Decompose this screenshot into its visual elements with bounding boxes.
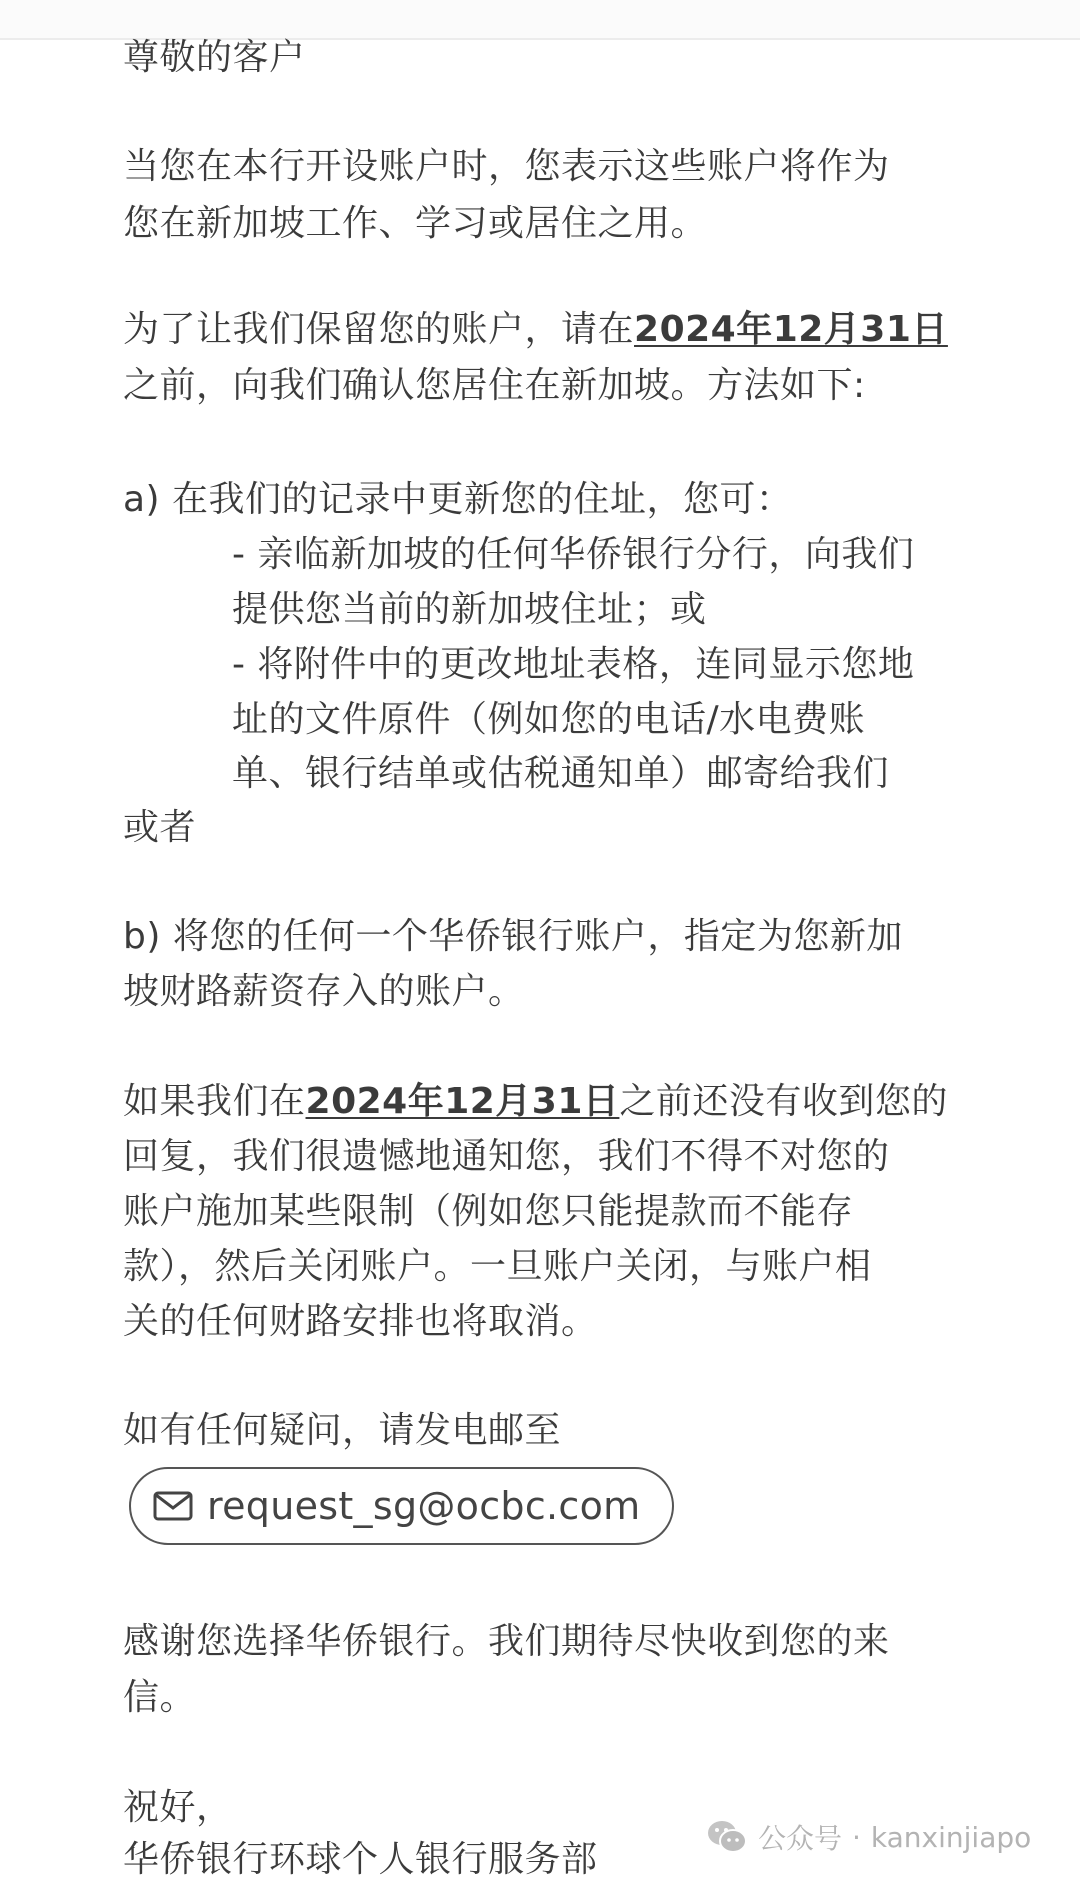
option-a-item-2-cont2: 单、银行结单或估税通知单）邮寄给我们 [232,753,890,794]
paragraph-2-prefix: 为了让我们保留您的账户，请在 [123,309,635,350]
option-a-item-1-cont: 提供您当前的新加坡住址；或 [232,589,707,630]
paragraph-3-line-2: 回复，我们很遗憾地通知您，我们不得不对您的 [123,1136,890,1177]
deadline-date: 2024年12月31日 [634,309,948,350]
closing: 祝好， [123,1787,233,1828]
paragraph-1-line-2: 您在新加坡工作、学习或居住之用。 [123,203,708,244]
contact-prompt: 如有任何疑问，请发电邮至 [123,1410,562,1451]
paragraph-2-line-2: 之前，向我们确认您居住在新加坡。方法如下: [123,365,866,406]
paragraph-2-line-1 [123,302,948,358]
watermark [706,1816,1031,1858]
option-a-item-1: - 亲临新加坡的任何华侨银行分行，向我们 [232,534,915,575]
watermark-separator: · [852,1820,861,1854]
thanks-line-1: 感谢您选择华侨银行。我们期待尽快收到您的来 [123,1621,890,1662]
option-a-heading: a) 在我们的记录中更新您的住址，您可： [123,479,793,520]
option-b-line-1: b) 将您的任何一个华侨银行账户，指定为您新加 [123,916,903,957]
wechat-icon [706,1819,748,1855]
paragraph-3-suffix: 之前还没有收到您的 [619,1081,948,1122]
envelope-icon [153,1491,193,1521]
email-button[interactable] [129,1467,674,1545]
paragraph-3-line-1 [123,1074,948,1130]
watermark-label: 公众号 [758,1822,843,1855]
option-b-line-2: 坡财路薪资存入的账户。 [123,971,525,1012]
paragraph-3-line-3: 账户施加某些限制（例如您只能提款而不能存 [123,1191,854,1232]
signature: 华侨银行环球个人银行服务部 [123,1839,598,1880]
greeting: 尊敬的客户 [123,37,306,78]
or-text: 或者 [123,807,197,848]
email-address: request_sg@ocbc.com [207,1484,641,1528]
paragraph-3-line-5: 关的任何财路安排也将取消。 [123,1301,598,1342]
paragraph-3-line-4: 款），然后关闭账户。一旦账户关闭，与账户相 [123,1246,872,1287]
deadline-date-2: 2024年12月31日 [305,1081,620,1122]
paragraph-1-line-1: 当您在本行开设账户时，您表示这些账户将作为 [123,146,890,187]
watermark-account: kanxinjiapo [870,1820,1032,1854]
paragraph-3-prefix: 如果我们在 [123,1081,306,1122]
thanks-line-2: 信。 [123,1677,197,1718]
option-a-item-2-cont: 址的文件原件（例如您的电话/水电费账 [232,699,866,740]
option-a-item-2: - 将附件中的更改地址表格，连同显示您地 [232,644,915,685]
